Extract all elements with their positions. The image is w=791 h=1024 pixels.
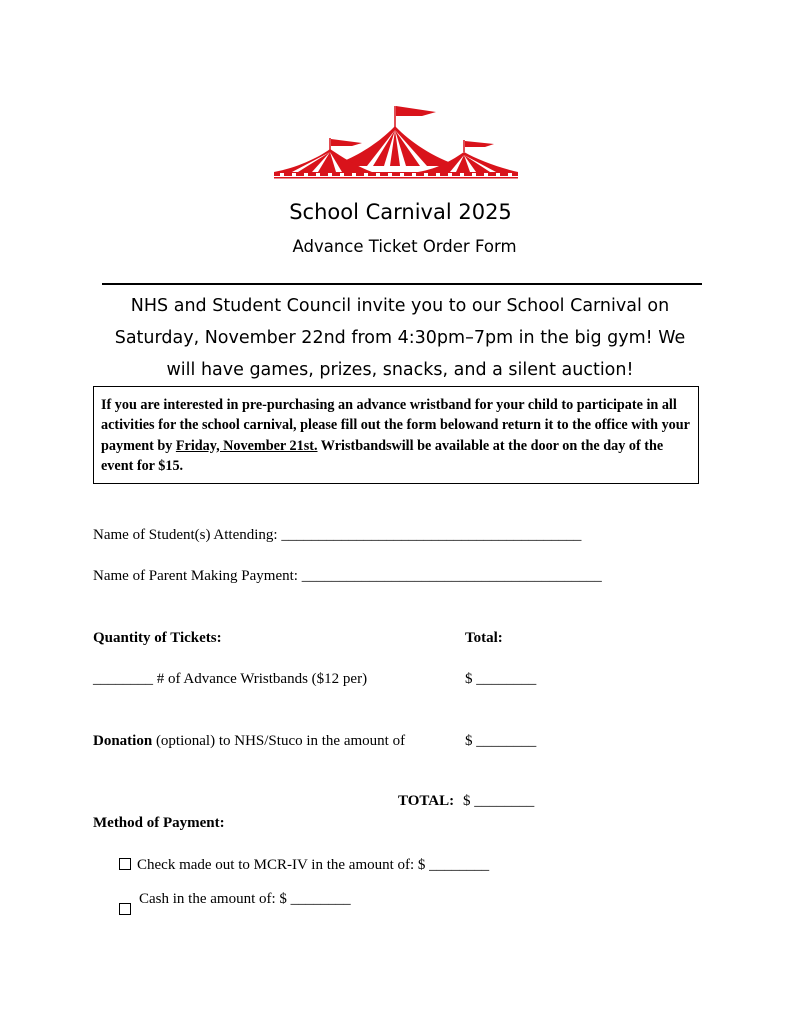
donation-label: (optional) to NHS/Stuco in the amount of	[152, 733, 406, 749]
divider	[102, 283, 702, 285]
student-name-field[interactable]	[93, 527, 581, 544]
wristband-total-field[interactable]: $ ________	[465, 671, 537, 687]
payment-heading: Method of Payment:	[93, 815, 225, 831]
parent-name-blank[interactable]: ________________________________________	[301, 568, 602, 584]
student-name-label: Name of Student(s) Attending:	[93, 527, 278, 543]
intro-line: Saturday, November 22nd from 4:30pm–7pm in the big gym! We	[114, 328, 686, 348]
wristband-row	[93, 671, 367, 688]
quantity-heading: Quantity of Tickets:	[93, 630, 222, 646]
donation-total-field[interactable]: $ ________	[465, 733, 537, 749]
donation-label-bold: Donation	[93, 733, 153, 749]
notice-text: If you are interested in pre-purchasing an advance wristband for your child to participate in all activities for the school carnival, please fill out the form belowand return it to the office with your payment by	[101, 397, 690, 454]
deadline-date: Friday, November 21st.	[175, 437, 318, 454]
page-subtitle: Advance Ticket Order Form	[292, 237, 517, 256]
check-option[interactable]	[119, 857, 489, 874]
wristband-quantity-blank[interactable]: ________	[93, 671, 153, 687]
notice-text-end: Wristbandswill be available at the door on the day of the event for $15.	[101, 437, 664, 474]
total-heading: Total:	[465, 630, 503, 646]
grand-total-label: TOTAL:	[398, 793, 455, 809]
cash-checkbox[interactable]	[119, 903, 131, 915]
cash-checkbox-wrap[interactable]	[119, 901, 137, 919]
intro-line: will have games, prizes, snacks, and a silent auction!	[166, 360, 634, 380]
parent-name-field[interactable]	[93, 568, 602, 585]
intro-paragraph	[100, 290, 700, 386]
cash-option-label: Cash in the amount of: $ ________	[139, 891, 351, 907]
grand-total-field[interactable]: $ ________	[463, 793, 535, 809]
check-option-label: Check made out to MCR-IV in the amount of: $ ________	[137, 857, 490, 873]
wristband-label: # of Advance Wristbands ($12 per)	[153, 671, 368, 687]
parent-name-label: Name of Parent Making Payment:	[93, 568, 298, 584]
page-title: School Carnival 2025	[289, 200, 512, 224]
notice-box	[93, 386, 699, 484]
student-name-blank[interactable]: ________________________________________	[281, 527, 582, 543]
check-checkbox[interactable]	[119, 858, 131, 870]
circus-tent-icon	[272, 102, 520, 182]
intro-line: NHS and Student Council invite you to our School Carnival on	[130, 296, 670, 316]
donation-row	[93, 733, 405, 750]
